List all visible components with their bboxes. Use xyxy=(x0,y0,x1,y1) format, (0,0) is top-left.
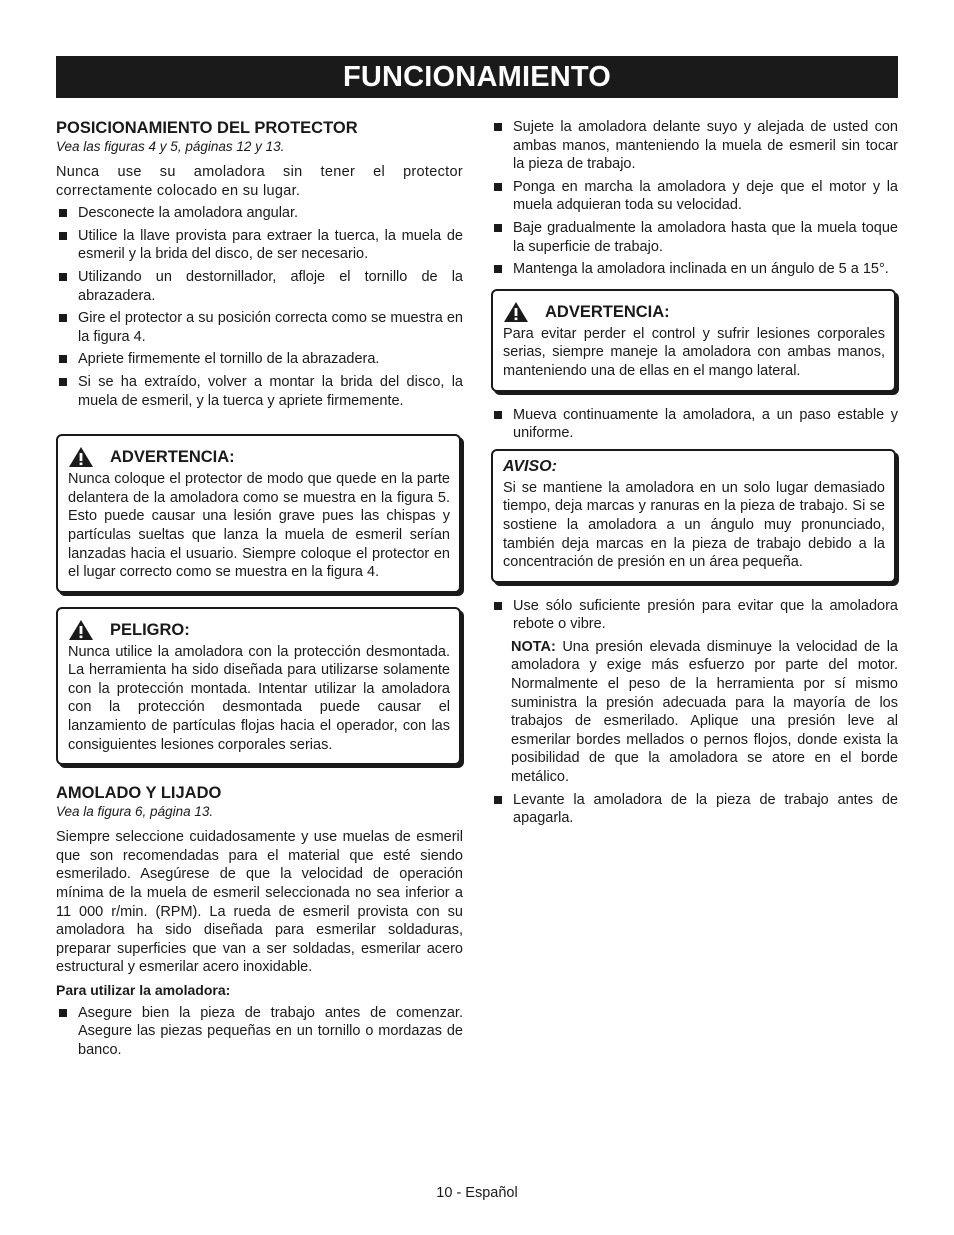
list-item: Mantenga la amoladora inclinada en un ángulo de 5 a 15°. xyxy=(491,260,898,279)
protector-intro: Nunca use su amoladora sin tener el protector correctamente colocado en su lugar. xyxy=(56,164,463,199)
left-column xyxy=(56,118,463,1063)
pressure-step xyxy=(491,597,898,634)
danger-title: PELIGRO: xyxy=(110,620,190,639)
warning-title: ADVERTENCIA: xyxy=(110,448,235,467)
warning-text: Nunca coloque el protector de modo que quede en la parte delantera de la amoladora como se muestra en la figura 5. Esto puede causar una lesión grave pues las chispas y partículas sueltas que lanza la muela de esmeril serían lanzadas hacia el usuario. Siempre coloque el protector en el lugar correcto como se muestra en la figura 4. xyxy=(68,471,450,581)
list-item: Levante la amoladora de la pieza de trabajo antes de apagarla. xyxy=(491,791,898,828)
bullet-square-icon xyxy=(494,411,502,419)
warning-triangle-icon xyxy=(68,446,94,468)
right-column xyxy=(491,118,898,832)
list-item: Utilice la llave provista para extraer la tuerca, la muela de esmeril y la brida del disco, de ser necesario. xyxy=(56,227,463,264)
danger-box xyxy=(56,607,461,766)
bullet-square-icon xyxy=(59,209,67,217)
list-item: Sujete la amoladora delante suyo y alejada de usted con ambas manos, manteniendo la muela de esmeril sin tocar la pieza de trabajo. xyxy=(491,118,898,174)
move-step xyxy=(491,406,898,443)
notice-text: Si se mantiene la amoladora en un solo lugar demasiado tiempo, deja marcas y ranuras en la pieza de trabajo. Si se sostiene la amoladora a un ángulo muy pronunciado, también deja marcas en la pieza de trabajo debido a la concentración de presión en un área pequeña. xyxy=(503,479,885,571)
warning-box-protector xyxy=(56,434,461,593)
bullet-square-icon xyxy=(494,265,502,273)
bullet-square-icon xyxy=(494,224,502,232)
section-title-grinding: AMOLADO Y LIJADO xyxy=(56,784,222,803)
bullet-square-icon xyxy=(59,273,67,281)
operation-steps xyxy=(491,118,898,279)
list-item: Asegure bien la pieza de trabajo antes de comenzar. Asegure las piezas pequeñas en un tornillo o mordazas de banco. xyxy=(56,1004,463,1060)
note-paragraph xyxy=(491,638,898,787)
bullet-square-icon xyxy=(494,183,502,191)
list-item: Gire el protector a su posición correcta como se muestra en la figura 4. xyxy=(56,309,463,346)
danger-text: Nunca utilice la amoladora con la protección desmontada. La herramienta ha sido diseñada para utilizarse solamente con la protección montada. Intentar utilizar la amoladora con la protección desmontada puede causar el lanzamiento de partículas flojas hacia el operador, con las consiguientes lesiones corporales serias. xyxy=(68,643,450,753)
warning-text: Para evitar perder el control y sufrir lesiones corporales serias, siempre maneje la amoladora con ambas manos, manteniendo una de ellas en el mango lateral. xyxy=(503,325,885,379)
grinding-intro: Siempre seleccione cuidadosamente y use muelas de esmeril que son recomendadas para el material que esté siendo esmerilado. Asegúrese de que la velocidad de operación mínima de la muela de esmeril seleccionada no sea inferior a 11 000 r/min. (RPM). La rueda de esmeril provista con su amoladora ha sido diseñada para esmerilar soldaduras, preparar superficies que van a ser soldadas, esmerilar acero estructural y esmerilar acero inoxidable. xyxy=(56,829,463,976)
protector-steps xyxy=(56,204,463,410)
bullet-square-icon xyxy=(59,314,67,322)
bullet-square-icon xyxy=(59,355,67,363)
notice-box xyxy=(491,449,896,583)
bullet-square-icon xyxy=(494,123,502,131)
warning-box-handles xyxy=(491,289,896,392)
list-item: Si se ha extraído, volver a montar la brida del disco, la muela de esmeril, y la tuerca y apriete firmemente. xyxy=(56,373,463,410)
bullet-square-icon xyxy=(59,378,67,386)
warning-triangle-icon xyxy=(68,619,94,641)
list-item: Ponga en marcha la amoladora y deje que el motor y la muela adquieran toda su velocidad. xyxy=(491,178,898,215)
list-item: Baje gradualmente la amoladora hasta que la muela toque la superficie de trabajo. xyxy=(491,219,898,256)
note-label: NOTA: xyxy=(511,638,556,655)
section-title-protector: POSICIONAMIENTO DEL PROTECTOR xyxy=(56,119,358,137)
bullet-square-icon xyxy=(59,1009,67,1017)
list-item: Desconecte la amoladora angular. xyxy=(56,204,463,223)
lift-step xyxy=(491,791,898,828)
bullet-square-icon xyxy=(494,796,502,804)
bullet-square-icon xyxy=(59,232,67,240)
list-item: Mueva continuamente la amoladora, a un paso estable y uniforme. xyxy=(491,406,898,443)
grinding-reference: Vea la figura 6, página 13. xyxy=(56,804,214,820)
list-item: Utilizando un destornillador, afloje el tornillo de la abrazadera. xyxy=(56,268,463,305)
protector-reference: Vea las figuras 4 y 5, páginas 12 y 13. xyxy=(56,139,285,154)
page-title-banner: FUNCIONAMIENTO xyxy=(56,56,898,98)
warning-triangle-icon xyxy=(503,301,529,323)
notice-title: AVISO: xyxy=(503,457,557,475)
page-number: 10 - Español xyxy=(436,1185,518,1201)
warning-title: ADVERTENCIA: xyxy=(545,302,670,321)
note-text: Una presión elevada disminuye la velocidad de la amoladora y exige más esfuerzo por parte del motor. Normalmente el peso de la herramienta por sí mismo suministra la presión adecuada para la mayoría de los trabajos de esmerilado. Aplique una presión leve al esmerilar bordes mellados o pernos flojos, donde exista la posibilidad de que la amoladora se atore en el borde metálico. xyxy=(511,638,898,786)
list-item: Use sólo suficiente presión para evitar que la amoladora rebote o vibre. xyxy=(491,597,898,634)
grinding-use-label: Para utilizar la amoladora: xyxy=(56,982,231,998)
bullet-square-icon xyxy=(494,602,502,610)
list-item: Apriete firmemente el tornillo de la abrazadera. xyxy=(56,350,463,369)
grinding-steps xyxy=(56,1004,463,1060)
